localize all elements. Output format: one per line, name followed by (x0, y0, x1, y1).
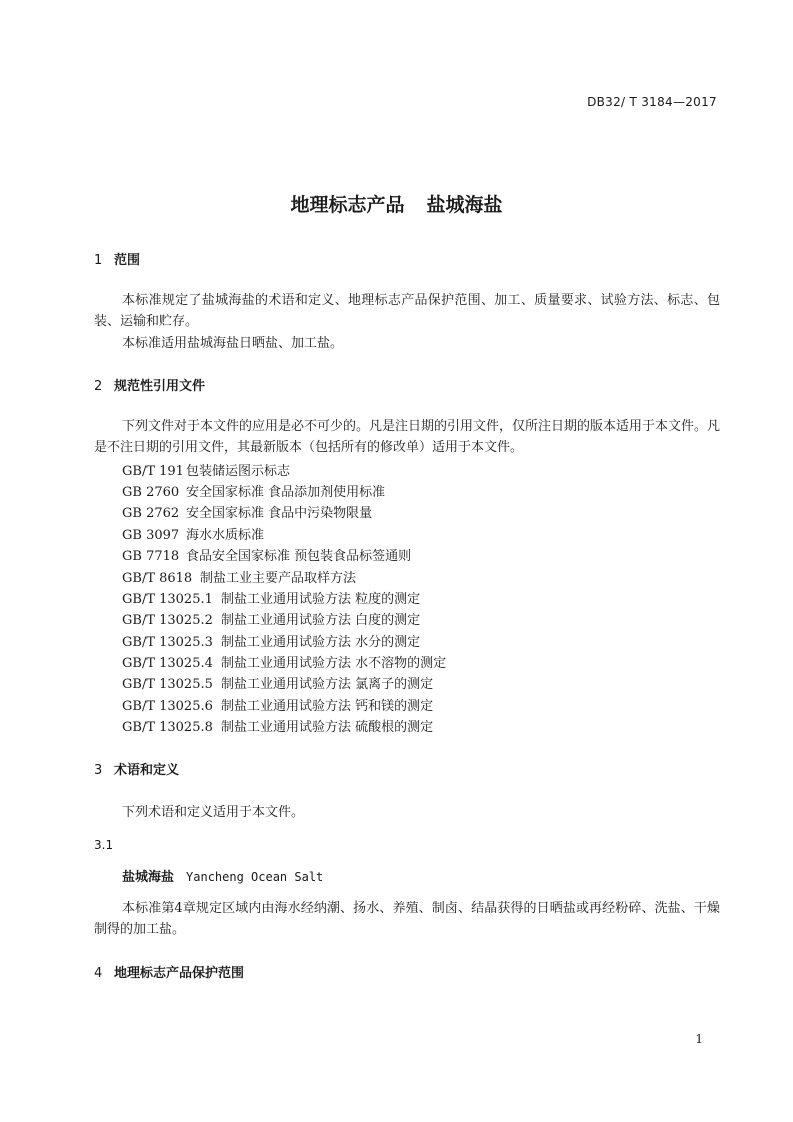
term-definition: 本标准第4章规定区域内由海水经纳潮、扬水、养殖、制卤、结晶获得的日晒盐或再经粉碎、洗盐、干燥制得的加工盐。 (94, 901, 720, 937)
reference-item (122, 716, 433, 735)
reference-code: GB/T 13025.8 (122, 720, 213, 735)
reference-item (122, 502, 372, 521)
reference-title: 制盐工业通用试验方法 水分的测定 (221, 635, 421, 650)
reference-title: 海水水质标准 (186, 528, 265, 543)
reference-code: GB 7718 (122, 549, 180, 564)
section-3-paragraph-1: 下列术语和定义适用于本文件。 (122, 805, 305, 820)
reference-code: GB 2760 (122, 485, 180, 500)
reference-item (122, 524, 264, 543)
reference-code: GB/T 13025.4 (122, 656, 213, 671)
reference-title: 制盐工业主要产品取样方法 (200, 571, 357, 586)
term-chinese: 盐城海盐 (122, 870, 175, 885)
title-part-2: 盐城海盐 (426, 194, 503, 216)
document-code: DB32/ T 3184—2017 (587, 95, 717, 109)
section-4-heading (94, 962, 244, 981)
reference-code: GB 3097 (122, 528, 180, 543)
reference-item (122, 631, 420, 650)
reference-code: GB/T 13025.6 (122, 699, 213, 714)
title-part-1: 地理标志产品 (290, 194, 405, 216)
section-number: 3 (94, 763, 103, 778)
reference-code: GB/T 13025.5 (122, 677, 213, 692)
section-3-heading (94, 759, 179, 778)
section-2-paragraph-1: 下列文件对于本文件的应用是必不可少的。凡是注日期的引用文件，仅所注日期的版本适用于本文件。凡是不注日期的引用文件，其最新版本（包括所有的修改单）适用于本文件。 (94, 419, 721, 455)
reference-title: 制盐工业通用试验方法 钙和镁的测定 (221, 699, 434, 714)
section-number: 4 (94, 966, 103, 981)
reference-code: GB/T 13025.1 (122, 592, 213, 607)
reference-item (122, 588, 420, 607)
section-2-heading (94, 375, 205, 394)
section-number: 2 (94, 379, 103, 394)
term-english: Yancheng Ocean Salt (186, 870, 324, 884)
reference-code: GB/T 191 (122, 464, 184, 479)
section-1-paragraph-2: 本标准适用盐城海盐日晒盐、加工盐。 (122, 336, 344, 351)
clause-number: 3.1 (94, 838, 114, 852)
reference-item (122, 545, 411, 564)
section-title: 范围 (114, 253, 141, 268)
page-number: 1 (695, 1032, 703, 1046)
reference-item (122, 695, 433, 714)
term-entry (122, 866, 323, 885)
reference-code: GB/T 13025.2 (122, 613, 213, 628)
reference-title: 制盐工业通用试验方法 水不溶物的测定 (221, 656, 447, 671)
reference-item (122, 567, 356, 586)
reference-title: 制盐工业通用试验方法 白度的测定 (221, 613, 421, 628)
page-title (0, 190, 793, 217)
reference-code: GB/T 13025.3 (122, 635, 213, 650)
reference-title: 包装储运图示标志 (186, 464, 291, 479)
reference-code: GB/T 8618 (122, 571, 193, 586)
section-number: 1 (94, 253, 103, 268)
reference-title: 制盐工业通用试验方法 粒度的测定 (221, 592, 421, 607)
reference-item (122, 652, 446, 671)
reference-item (122, 481, 385, 500)
reference-code: GB 2762 (122, 506, 180, 521)
section-title: 规范性引用文件 (114, 379, 206, 394)
section-1-paragraph-1: 本标准规定了盐城海盐的术语和定义、地理标志产品保护范围、加工、质量要求、试验方法、标志、包装、运输和贮存。 (94, 293, 720, 329)
reference-title: 食品安全国家标准 预包装食品标签通则 (186, 549, 412, 564)
reference-item (122, 609, 420, 628)
reference-title: 安全国家标准 食品中污染物限量 (186, 506, 373, 521)
reference-title: 安全国家标准 食品添加剂使用标准 (186, 485, 386, 500)
section-title: 地理标志产品保护范围 (114, 966, 245, 981)
reference-item (122, 673, 433, 692)
section-title: 术语和定义 (114, 763, 180, 778)
reference-title: 制盐工业通用试验方法 氯离子的测定 (221, 677, 434, 692)
reference-item (122, 460, 290, 479)
section-1-heading (94, 249, 140, 268)
reference-title: 制盐工业通用试验方法 硫酸根的测定 (221, 720, 434, 735)
